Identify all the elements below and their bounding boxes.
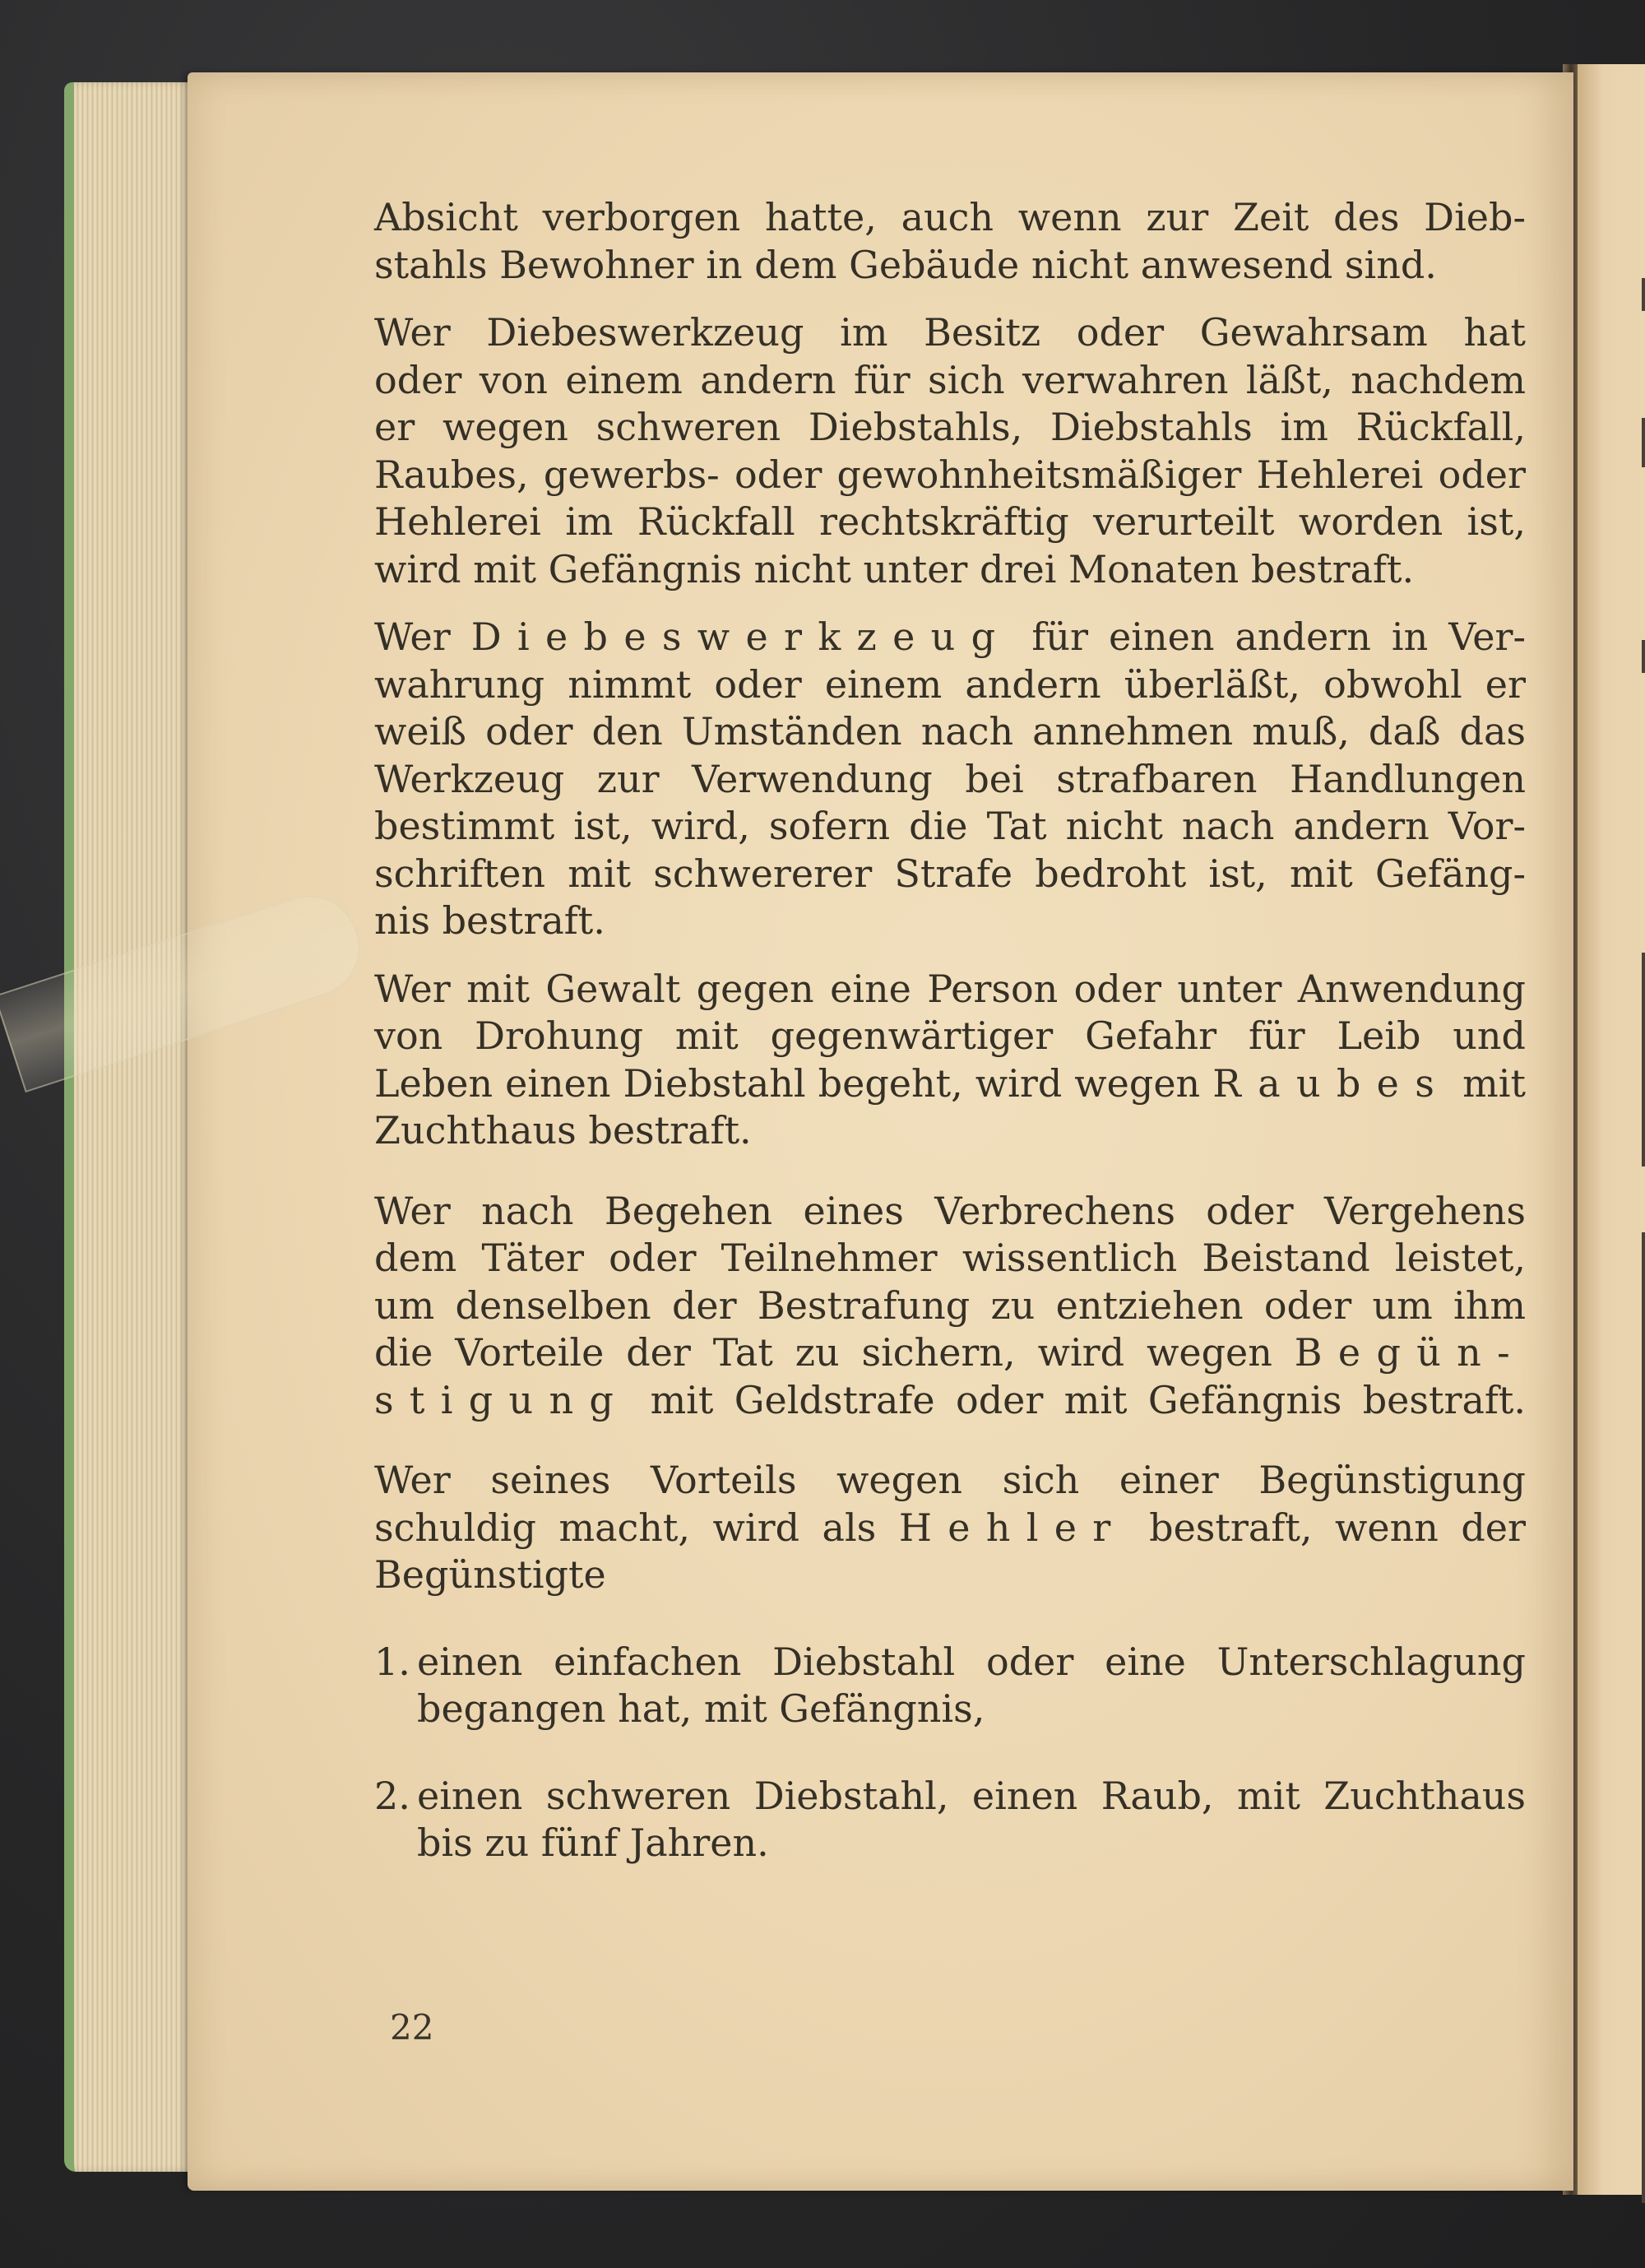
paragraph-2: Wer Diebeswerkzeug im Besitz oder Gewahrsam hat oder von einem andern für sich verwahren läßt, nachdem er wegen schweren Diebstahls, Diebstahls im Rückfall, Raubes, gewerbs- oder gewohnheitsmäßiger Hehlerei oder Hehlerei im Rückfall rechtskräftig verurteilt worden ist, wird mit Gefängnis nicht unter drei Monaten bestraft. [374, 310, 1526, 591]
page-number: 22 [390, 2007, 434, 2048]
list-number: 1. [374, 1639, 410, 1684]
paragraph-1: Absicht verborgen hatte, auch wenn zur Zeit des Dieb- stahls Bewohner in dem Gebäude nicht anwesend sind. [374, 195, 1526, 287]
paragraph-6: Wer seines Vorteils wegen sich einer Begünstigung schuldig macht, wird als Hehler bestraft, wenn der Begünstigte [374, 1458, 1526, 1597]
page-text [374, 194, 1526, 1867]
paragraph-4-line-3: Leben einen Diebstahl begeht, wird wegen Raubes mit [374, 1060, 1526, 1106]
emphasis-beguenstigung-2: stigung [374, 1377, 630, 1422]
list-number: 2. [374, 1773, 410, 1818]
paragraph-3-line-1: Wer Diebeswerkzeug für einen andern in Ver- [374, 615, 1526, 659]
emphasis-raubes: Raubes [1212, 1060, 1451, 1106]
paragraph-4: Wer mit Gewalt gegen eine Person oder unter Anwendung von Drohung mit gegenwärtiger Gefahr für Leib und Leben einen Diebstahl begeht, wird wegen Raubes mit Zuchthaus bestraft. [374, 966, 1526, 1153]
paragraph-5-line-5: stigung mit Geldstrafe oder mit Gefängnis bestraft. [374, 1377, 1526, 1422]
emphasis-beguenstigung-1: Begün- [1294, 1330, 1526, 1375]
emphasis-diebeswerkzeug: Diebeswerkzeug [470, 615, 1012, 659]
next-page-edge [1576, 64, 1645, 2195]
paragraph-5-line-4: die Vorteile der Tat zu sichern, wird wegen Begün- [374, 1330, 1526, 1375]
paragraph-3: Wer Diebeswerkzeug für einen andern in Ver- wahrung nimmt oder einem andern überläßt, obwohl er weiß oder den Umständen nach annehmen muß, daß das Werkzeug zur Verwendung bei strafbaren Handlungen bestimmt ist, wird, sofern die Tat nicht nach andern Vor- schriften mit schwererer Strafe bedroht ist, mit Gefäng- nis bestraft. [374, 615, 1526, 943]
paragraph-6-line-2: schuldig macht, wird als Hehler bestraft, wenn der [374, 1505, 1526, 1550]
list-item-2: 2. einen schweren Diebstahl, einen Raub, mit Zuchthaus bis zu fünf Jahren. [374, 1773, 1526, 1865]
list-item-1: 1. einen einfachen Diebstahl oder eine Unterschlagung begangen hat, mit Gefängnis, [374, 1639, 1526, 1731]
emphasis-hehler: Hehler [898, 1505, 1127, 1550]
paragraph-5: Wer nach Begehen eines Verbrechens oder Vergehens dem Täter oder Teilnehmer wissentlich Beistand leistet, um denselben der Bestrafung zu entziehen oder um ihm die Vorteile der Tat zu sichern, wird wegen Begün- stigung mit Geldstrafe oder mit Gefängnis bestraft. [374, 1188, 1526, 1425]
